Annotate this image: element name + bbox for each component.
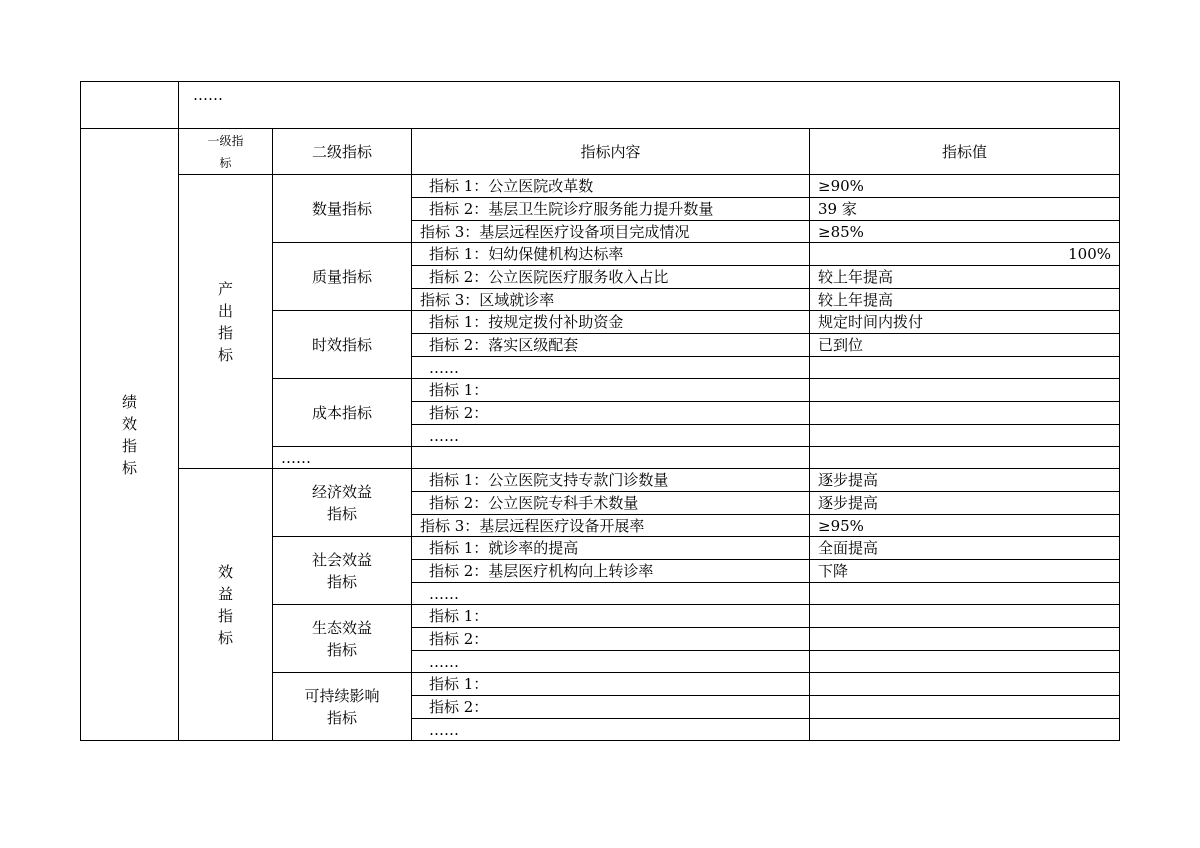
indicator-value: 全面提高 [810,537,1120,560]
indicator-content: …… [412,357,810,379]
indicator-content: 指标 2： [412,696,810,719]
indicator-content: 指标 3：基层远程医疗设备开展率 [412,515,810,537]
indicator-content: 指标 1： [412,673,810,696]
indicator-value: 逐步提高 [810,469,1120,492]
indicator-value [810,583,1120,605]
indicator-value [810,719,1120,741]
output-indicator-label: 产出指标 [179,175,273,469]
continuation-ellipsis: …… [179,82,1120,129]
performance-indicator-table-page [80,81,1119,741]
header-content: 指标内容 [412,129,810,175]
header-row [81,129,1120,175]
indicator-value [810,379,1120,402]
indicator-value: 较上年提高 [810,266,1120,289]
indicator-value [810,447,1120,469]
indicator-content: 指标 1：妇幼保健机构达标率 [412,243,810,266]
indicator-value [810,357,1120,379]
indicator-content: 指标 3：基层远程医疗设备项目完成情况 [412,221,810,243]
indicator-value: 39 家 [810,198,1120,221]
indicator-content: …… [412,651,810,673]
indicator-value [810,628,1120,651]
quality-indicator-label: 质量指标 [273,243,412,311]
indicator-content: 指标 2：落实区级配套 [412,334,810,357]
indicator-content: 指标 1： [412,605,810,628]
indicator-content: 指标 1：公立医院支持专款门诊数量 [412,469,810,492]
indicator-content: …… [412,425,810,447]
continuation-row [81,82,1120,129]
cost-indicator-label: 成本指标 [273,379,412,447]
indicator-content: 指标 1：公立医院改革数 [412,175,810,198]
performance-indicator-label: 绩效指标 [81,129,179,741]
indicator-value [810,651,1120,673]
indicator-value: 下降 [810,560,1120,583]
indicator-value: ≥85% [810,221,1120,243]
benefit-indicator-label: 效益指标 [179,469,273,741]
indicator-content: 指标 2： [412,402,810,425]
social-benefit-label: 社会效益指标 [273,537,412,605]
indicator-content: 指标 1： [412,379,810,402]
indicator-content: …… [412,719,810,741]
indicator-content: 指标 2：基层医疗机构向上转诊率 [412,560,810,583]
continuation-blank-cell [81,82,179,129]
output-more-ellipsis: …… [273,447,412,469]
timeliness-indicator-label: 时效指标 [273,311,412,379]
indicator-value: 逐步提高 [810,492,1120,515]
indicator-content: 指标 2： [412,628,810,651]
indicator-content: 指标 2：公立医院医疗服务收入占比 [412,266,810,289]
indicator-content: 指标 2：基层卫生院诊疗服务能力提升数量 [412,198,810,221]
indicator-value: 已到位 [810,334,1120,357]
table-row [81,175,1120,198]
indicator-value: ≥95% [810,515,1120,537]
indicator-value [810,425,1120,447]
indicator-value: 规定时间内拨付 [810,311,1120,334]
indicator-value [810,696,1120,719]
economic-benefit-label: 经济效益指标 [273,469,412,537]
performance-indicator-table [80,81,1120,741]
header-level2: 二级指标 [273,129,412,175]
ecological-benefit-label: 生态效益指标 [273,605,412,673]
header-value: 指标值 [810,129,1120,175]
table-row [81,469,1120,492]
indicator-content: 指标 1：就诊率的提高 [412,537,810,560]
quantity-indicator-label: 数量指标 [273,175,412,243]
indicator-value [810,673,1120,696]
indicator-content: 指标 3：区域就诊率 [412,289,810,311]
indicator-content: …… [412,583,810,605]
indicator-value: 较上年提高 [810,289,1120,311]
indicator-value: 100% [810,243,1120,266]
header-level1: 一级指标 [179,129,273,175]
indicator-content: 指标 2：公立医院专科手术数量 [412,492,810,515]
indicator-value [810,402,1120,425]
sustainable-impact-label: 可持续影响指标 [273,673,412,741]
indicator-content: 指标 1：按规定拨付补助资金 [412,311,810,334]
indicator-value [810,605,1120,628]
indicator-value: ≥90% [810,175,1120,198]
indicator-content [412,447,810,469]
